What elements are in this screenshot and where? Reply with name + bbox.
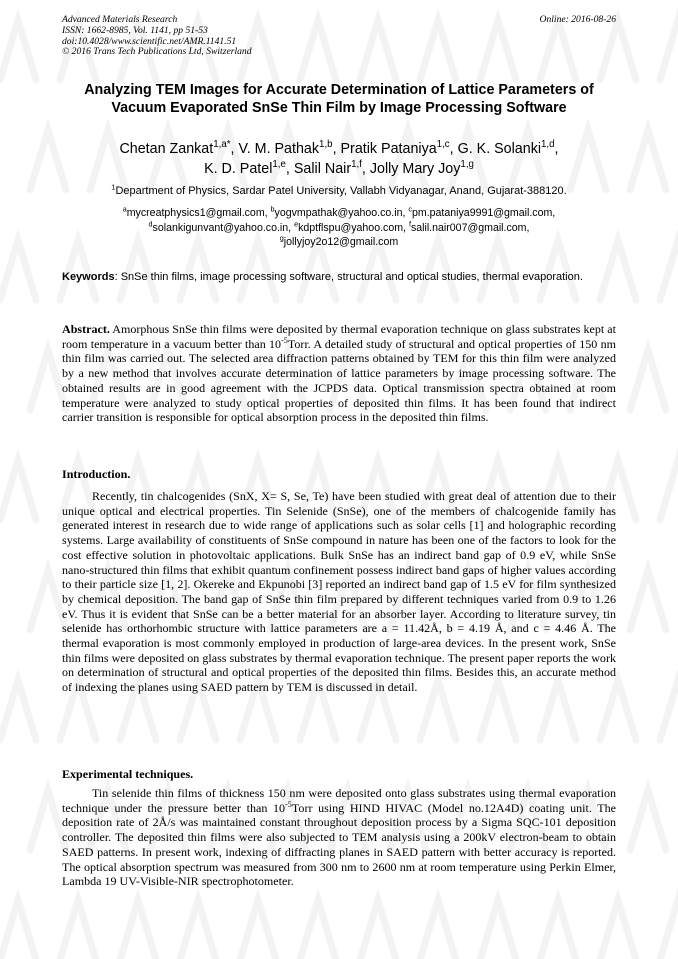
doi: doi:10.4028/www.scientific.net/AMR.1141.51: [62, 35, 237, 47]
watermark-stroke: [0, 460, 36, 520]
experimental-heading: Experimental techniques.: [62, 767, 194, 781]
watermark-stroke: [600, 20, 636, 80]
watermark-stroke: [240, 900, 276, 959]
copyright: © 2016 Trans Tech Publications Ltd, Switzerland: [62, 46, 252, 58]
watermark-stroke: [660, 900, 678, 959]
author: Jolly Mary Joy$^{1,g}$: [369, 159, 474, 177]
author-list: Chetan Zankat$^{1,a*}$, V. M. Pathak$^{1,b}$, Pratik Pataniya$^{1,c}$, G. K. Solanki$^{1,d}$, K. D. Patel$^{1,e}$, Salil Nair$^{1,f}$, Jolly Mary Joy$^{1,g}$: [119, 139, 559, 177]
watermark-stroke: [660, 680, 678, 740]
watermark-stroke: [30, 570, 66, 630]
author: K. D. Patel$^{1,e}$: [204, 159, 286, 177]
watermark-stroke: [30, 790, 66, 850]
keywords-text: : SnSe thin films, image processing software, structural and optical studies, thermal evaporation.: [114, 271, 583, 283]
watermark-stroke: [660, 20, 678, 80]
abstract-label: Abstract.: [62, 322, 110, 336]
watermark-stroke: [660, 460, 678, 520]
email-link[interactable]: $^c$pm.pataniya9991@gmail.com: [408, 204, 553, 219]
email-link[interactable]: $^b$yogvmpathak@yahoo.co.in: [270, 204, 403, 219]
email-link[interactable]: $^e$kdptflspu@yahoo.com: [294, 218, 404, 234]
keywords-label: Keywords: [62, 271, 115, 283]
author: V. M. Pathak$^{1,b}$: [238, 139, 333, 157]
email-link[interactable]: $^g$jollyjoy2o12@gmail.com: [279, 233, 399, 248]
watermark-stroke: [630, 790, 666, 850]
journal-meta: [62, 15, 252, 58]
author: Salil Nair$^{1,f}$: [293, 159, 362, 177]
watermark-stroke: [540, 900, 576, 959]
watermark-stroke: [480, 20, 516, 80]
experimental-body: Tin selenide thin films of thickness 150 nm were deposited onto glass substrates using thermal evaporation technique under the pressure better than $10^{-5}Torr$ using HIND HIVAC (Model no.12A4D) coating unit. The deposition rate of 2Å/s was maintained constant throughout deposition process by a Sigma SQC-101 deposition controller. The deposited thin films were also subjected to TEM analysis using a 200kV electron-beam to obtain SAED patterns. In present work, indexing of diffracting planes in SAED pattern with better accuracy is reported. The optical absorption spectrum was measured from 300 nm to 2600 nm at room temperature using Perkin Elmer, Lambda 19 UV-Visible-NIR spectrophotometer.: [62, 786, 616, 889]
abstract: Abstract. Amorphous SnSe thin films were deposited by thermal evaporation technique on glass substrates kept at room temperature in a vacuum better than $10^{-5}Torr$. A detailed study of structural and optical properties of 150 nm thin film was carried out. The selected area diffraction patterns obtained by TEM for this thin film were analyzed by a new method that involves accurate determination of lattice parameters by image processing software. The obtained results are in good agreement with the JCPDS data. Optical transmission spectra obtained at room temperature were analyzed to study optical properties of deposited thin films. It has been found that indirect carrier transition is responsible for optical absorption process in the deposited thin films.: [62, 322, 616, 425]
watermark-stroke: [30, 350, 66, 410]
watermark-stroke: [480, 900, 516, 959]
watermark-stroke: [30, 130, 66, 190]
watermark-stroke: [660, 240, 678, 300]
watermark-stroke: [0, 20, 36, 80]
email-link[interactable]: $^f$salil.nair007@gmail.com: [408, 218, 527, 234]
watermark-stroke: [0, 900, 36, 959]
watermark-stroke: [60, 900, 96, 959]
watermark-stroke: [120, 900, 156, 959]
watermark-stroke: [420, 20, 456, 80]
watermark-stroke: [0, 680, 36, 740]
watermark-stroke: [630, 350, 666, 410]
paper-title: Analyzing TEM Images for Accurate Determination of Lattice Parameters of Vacuum Evaporated SnSe Thin Film by Image Processing Software: [84, 82, 594, 116]
issn: ISSN: 1662-8985, Vol. 1141, pp 51-53: [62, 24, 208, 36]
watermark-stroke: [300, 900, 336, 959]
watermark-stroke: [300, 20, 336, 80]
watermark-stroke: [180, 900, 216, 959]
email-link[interactable]: $^d$solankigunvant@yahoo.co.in: [148, 218, 289, 234]
author: G. K. Solanki$^{1,d}$: [457, 139, 555, 157]
watermark-stroke: [360, 900, 396, 959]
author: Pratik Pataniya$^{1,c}$: [340, 139, 450, 157]
author: Chetan Zankat$^{1,a*}$: [119, 139, 231, 157]
watermark-stroke: [0, 240, 36, 300]
watermark-stroke: [540, 20, 576, 80]
email-link[interactable]: $^a$mycreatphysics1@gmail.com: [122, 204, 265, 219]
email-list: $^a$mycreatphysics1@gmail.com, $^b$yogvmpathak@yahoo.co.in, $^c$pm.pataniya9991@gmail.com, $^d$solankigunvant@yahoo.co.in, $^e$kdptflspu@yahoo.com, $^f$salil.nair007@gmail.com, $^g$jollyjoy2o12@gmail.com: [122, 204, 556, 248]
introduction-body: Recently, tin chalcogenides (SnX, X= S, Se, Te) have been studied with great deal of attention due to their unique optical and electrical properties. Tin Selenide (SnSe), one of the members of chalcogenide family has generated interest in research due to wide range of applications such as solar cells [1] and holographic recording systems. Large availability of constituents of SnSe compound in nature has been one of the factors to look for the cost effective solution in photovoltaic applications. Bulk SnSe has an indirect band gap of 0.9 eV, while SnSe nano-structured thin films that exhibit quantum confinement possess indirect band gaps of higher values according to their particle size [1, 2]. Okereke and Ekpunobi [3] reported an indirect band gap of 1.5 eV for film synthesized by chemical deposition. The band gap of SnSe thin film prepared by different techniques varied from 0.9 to 1.26 eV. Thus it is evident that SnSe can be a better material for an absorber layer. According to literature survey, tin selenide has orthorhombic structure with lattice parameters are a = 11.42Å, b = 4.19 Å, and c = 4.46 Å. The thermal evaporation is most commonly employed in production of large-area devices. In the present work, SnSe thin films were deposited on glass substrates by thermal evaporation technique. The present paper reports the work on determination of structural and optical properties of the deposited thin films. Besides this, an accurate method of indexing the planes using SAED pattern by TEM is discussed in detail.: [62, 489, 616, 695]
journal-name: Advanced Materials Research: [62, 14, 178, 25]
online-date: Online: 2016-08-26: [539, 14, 616, 25]
watermark-stroke: [630, 570, 666, 630]
watermark-stroke: [420, 900, 456, 959]
watermark-stroke: [600, 900, 636, 959]
watermark-stroke: [360, 20, 396, 80]
introduction-heading: Introduction.: [62, 467, 131, 481]
affiliation: $^1$Department of Physics, Sardar Patel University, Vallabh Vidyanagar, Anand, Gujarat-388120.: [111, 182, 567, 197]
watermark-stroke: [630, 130, 666, 190]
keywords: [62, 270, 616, 284]
